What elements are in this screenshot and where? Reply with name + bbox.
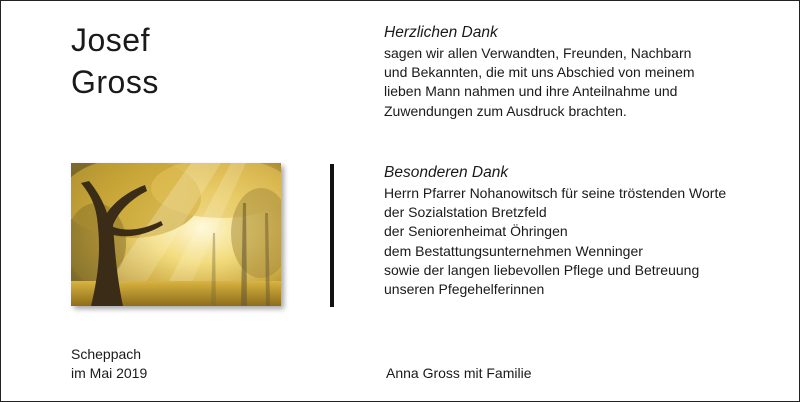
thanks-general-line: lieben Mann nahmen und ihre Anteilnahme und: [384, 83, 678, 100]
thanks-general-heading: Herzlichen Dank: [384, 24, 498, 41]
thanks-special-line: dem Bestattungsunternehmen Wenninger: [384, 242, 643, 259]
place-date: [71, 345, 147, 383]
date-text: im Mai 2019: [71, 365, 148, 381]
thanks-general-line: sagen wir allen Verwandten, Freunden, Nachbarn: [384, 45, 692, 61]
thanks-special-line: Herrn Pfarrer Nohanowitsch für seine tröstenden Worte: [384, 185, 727, 201]
autumn-tree-image: [71, 163, 281, 306]
thanks-special-line: unseren Pfegehelferinnen: [384, 281, 545, 298]
place-name: Scheppach: [71, 346, 142, 362]
thanks-special-heading: Besonderen Dank: [384, 164, 509, 181]
thanks-general-line: und Bekannten, die mit uns Abschied von meinem: [384, 64, 695, 81]
vertical-divider: [330, 164, 334, 307]
first-name: Josef: [71, 22, 150, 58]
thanks-special-block: [384, 163, 726, 299]
thanks-general-line: Zuwendungen zum Ausdruck brachten.: [384, 102, 627, 119]
signature: Anna Gross mit Familie: [386, 365, 532, 381]
autumn-tree-illustration: [71, 163, 281, 306]
thanks-special-line: der Seniorenheimat Öhringen: [384, 223, 568, 240]
thanks-special-line: der Sozialstation Bretzfeld: [384, 204, 547, 221]
thanks-general-block: [384, 23, 695, 121]
deceased-name: [71, 19, 159, 103]
last-name: Gross: [71, 64, 159, 100]
thanks-special-line: sowie der langen liebevollen Pflege und Betreuung: [384, 261, 700, 278]
